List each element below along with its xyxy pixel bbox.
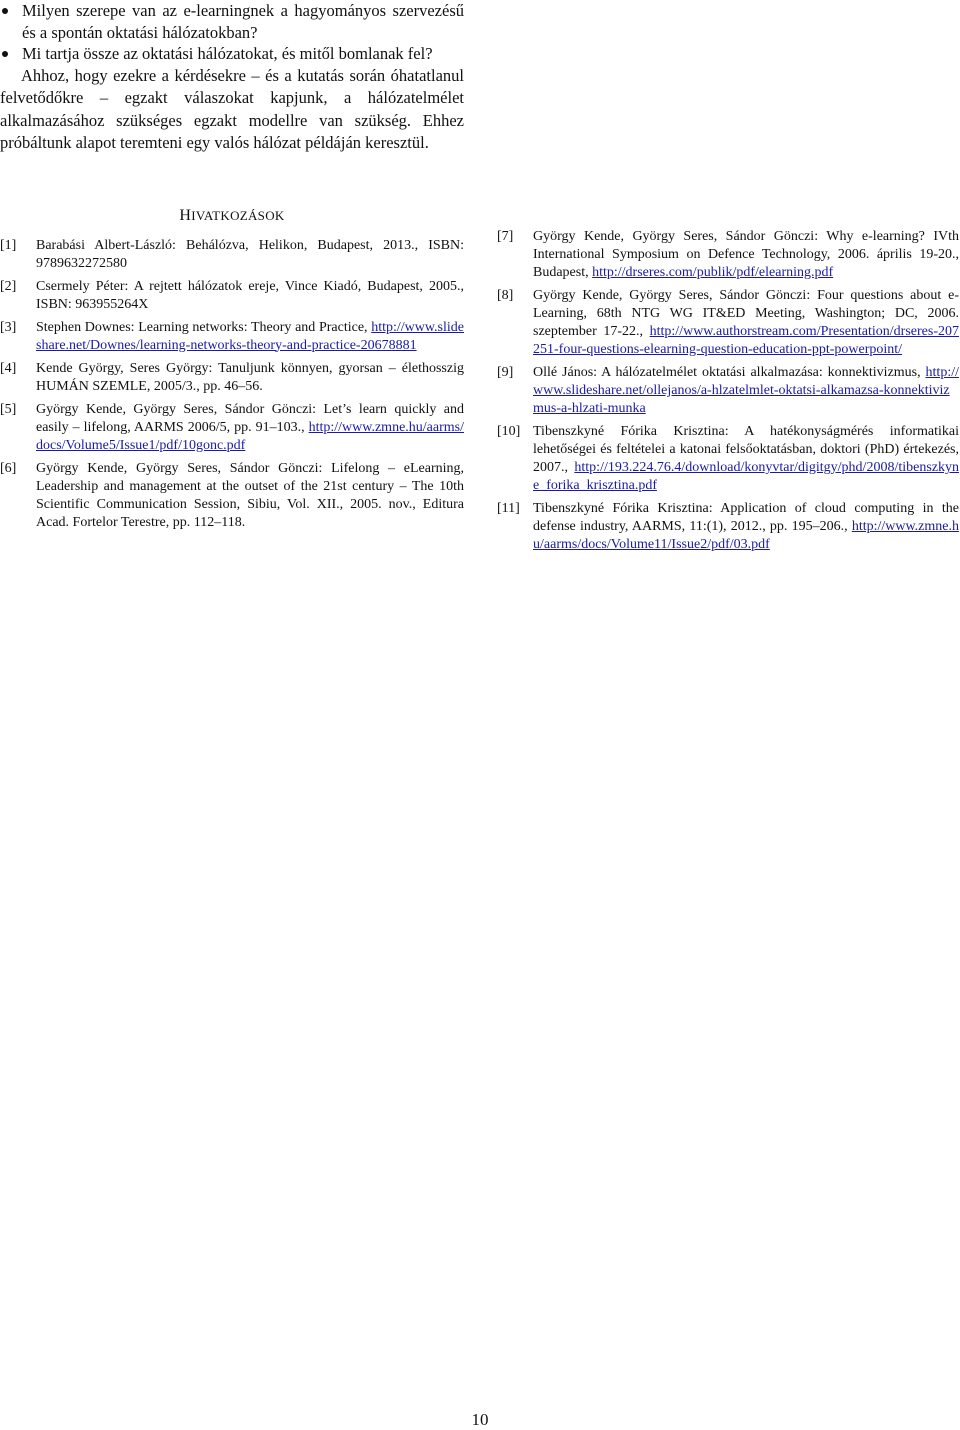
reference-link[interactable]: http://www.slideshare.net/ollejanos/a-hlzatelmlet-oktatsi-alkamazsa-konnektivizmus-a-hlzati-munka — [533, 365, 959, 416]
reference-text: György Kende, György Seres, Sándor Gönczi: Lifelong – eLearning, Leadership and management at the outset of the 21st century – The 10th Scientific Communication Session, Sibiu, Vol. XII., 2005. nov., Editura Acad. Fortelor Terestre, pp. 112–118. — [36, 460, 464, 530]
reference-number: [5] — [0, 401, 17, 417]
reference-item — [0, 360, 464, 396]
reference-text: Ollé János: A hálózatelmélet oktatási alkalmazása: konnektivizmus, — [533, 365, 926, 380]
heading-rest: IVATKOZÁSOK — [191, 207, 285, 223]
reference-number: [2] — [0, 278, 17, 294]
reference-link[interactable]: http://www.authorstream.com/Presentation/drseres-207251-four-questions-elearning-question-education-ppt-powerpoint/ — [533, 324, 959, 357]
reference-text: Stephen Downes: Learning networks: Theory and Practice, — [36, 319, 372, 335]
bullet-text: Milyen szerepe van az e-learningnek a hagyományos szervezésű és a spontán oktatási hálózatokban? — [22, 1, 464, 42]
left-column — [0, 0, 464, 537]
references-heading — [0, 207, 464, 225]
reference-link[interactable]: http://drseres.com/publik/pdf/elearning.pdf — [592, 265, 834, 280]
reference-item — [497, 500, 959, 554]
list-item — [0, 0, 464, 43]
reference-item — [0, 460, 464, 532]
reference-item — [497, 364, 959, 418]
bullet-icon — [2, 51, 8, 57]
reference-text: Barabási Albert-László: Behálózva, Helikon, Budapest, 2013., ISBN: 9789632272580 — [36, 237, 464, 271]
reference-number: [4] — [0, 360, 17, 376]
reference-text: Csermely Péter: A rejtett hálózatok ereje, Vince Kiadó, Budapest, 2005., ISBN: 963955264X — [36, 278, 464, 312]
body-paragraph: Ahhoz, hogy ezekre a kérdésekre – és a kutatás során óhatatlanul felvetődőkre – egzakt válaszokat kapjunk, a hálózatelmélet alkalmazásához szükséges egzakt modellre van szükség. Ehhez próbáltunk alapot teremteni egy valós hálózat példáján keresztül. — [0, 65, 464, 152]
reference-number: [11] — [497, 501, 520, 516]
reference-list-left — [0, 237, 464, 532]
reference-text: György Kende, György Seres, Sándor Gönczi: Why e-learning? IVth International Symposium on Defence Technology, 2006. április 19-20., Budapest, — [533, 229, 959, 280]
reference-text: György Kende, György Seres, Sándor Gönczi: Let’s learn quickly and easily – lifelong, AARMS 2006/5, pp. 91–103., — [36, 401, 464, 435]
reference-number: [8] — [497, 288, 514, 303]
reference-link[interactable]: http://www.slideshare.net/Downes/learning-networks-theory-and-practice-20678881 — [36, 319, 464, 353]
reference-text: Tibenszkyné Fórika Krisztina: A hatékonyságmérés informatikai lehetőségei és feltételei a katonai felsőoktatásban, doktori (PhD) értekezés, 2007., — [533, 424, 959, 475]
reference-number: [9] — [497, 365, 514, 380]
bullet-icon — [2, 8, 8, 14]
reference-item — [0, 237, 464, 273]
reference-text: György Kende, György Seres, Sándor Gönczi: Four questions about e-Learning, 68th NTG WG IT&ED Meeting, Washington; DC, 2006. szeptember 17-22., — [533, 288, 959, 339]
reference-item — [0, 401, 464, 455]
list-item — [0, 43, 464, 65]
reference-item — [497, 228, 959, 282]
page-number: 10 — [471, 1410, 489, 1429]
question-list — [0, 0, 464, 65]
reference-link[interactable]: http://www.zmne.hu/aarms/docs/Volume5/Issue1/pdf/10gonc.pdf — [36, 419, 464, 453]
bullet-text: Mi tartja össze az oktatási hálózatokat, és mitől bomlanak fel? — [22, 44, 433, 63]
reference-link[interactable]: http://193.224.76.4/download/konyvtar/digitgy/phd/2008/tibenszkyne_forika_krisztina.pdf — [533, 460, 959, 493]
reference-item — [497, 423, 959, 495]
reference-number: [7] — [497, 229, 514, 244]
right-column — [497, 228, 959, 559]
reference-item — [497, 287, 959, 359]
reference-item — [0, 319, 464, 355]
reference-text: Tibenszkyné Fórika Krisztina: Application of cloud computing in the defense industry, AARMS, 11:(1), 2012., pp. 195–206., — [533, 501, 959, 534]
reference-number: [1] — [0, 237, 17, 253]
reference-list-right — [497, 228, 959, 554]
reference-number: [6] — [0, 460, 17, 476]
reference-link[interactable]: http://www.zmne.hu/aarms/docs/Volume11/Issue2/pdf/03.pdf — [533, 519, 959, 552]
reference-item — [0, 278, 464, 314]
heading-initial: H — [179, 206, 192, 224]
reference-number: [10] — [497, 424, 521, 439]
reference-number: [3] — [0, 319, 17, 335]
reference-text: Kende György, Seres György: Tanuljunk könnyen, gyorsan – élethosszig HUMÁN SZEMLE, 2005/3., pp. 46–56. — [36, 360, 464, 394]
